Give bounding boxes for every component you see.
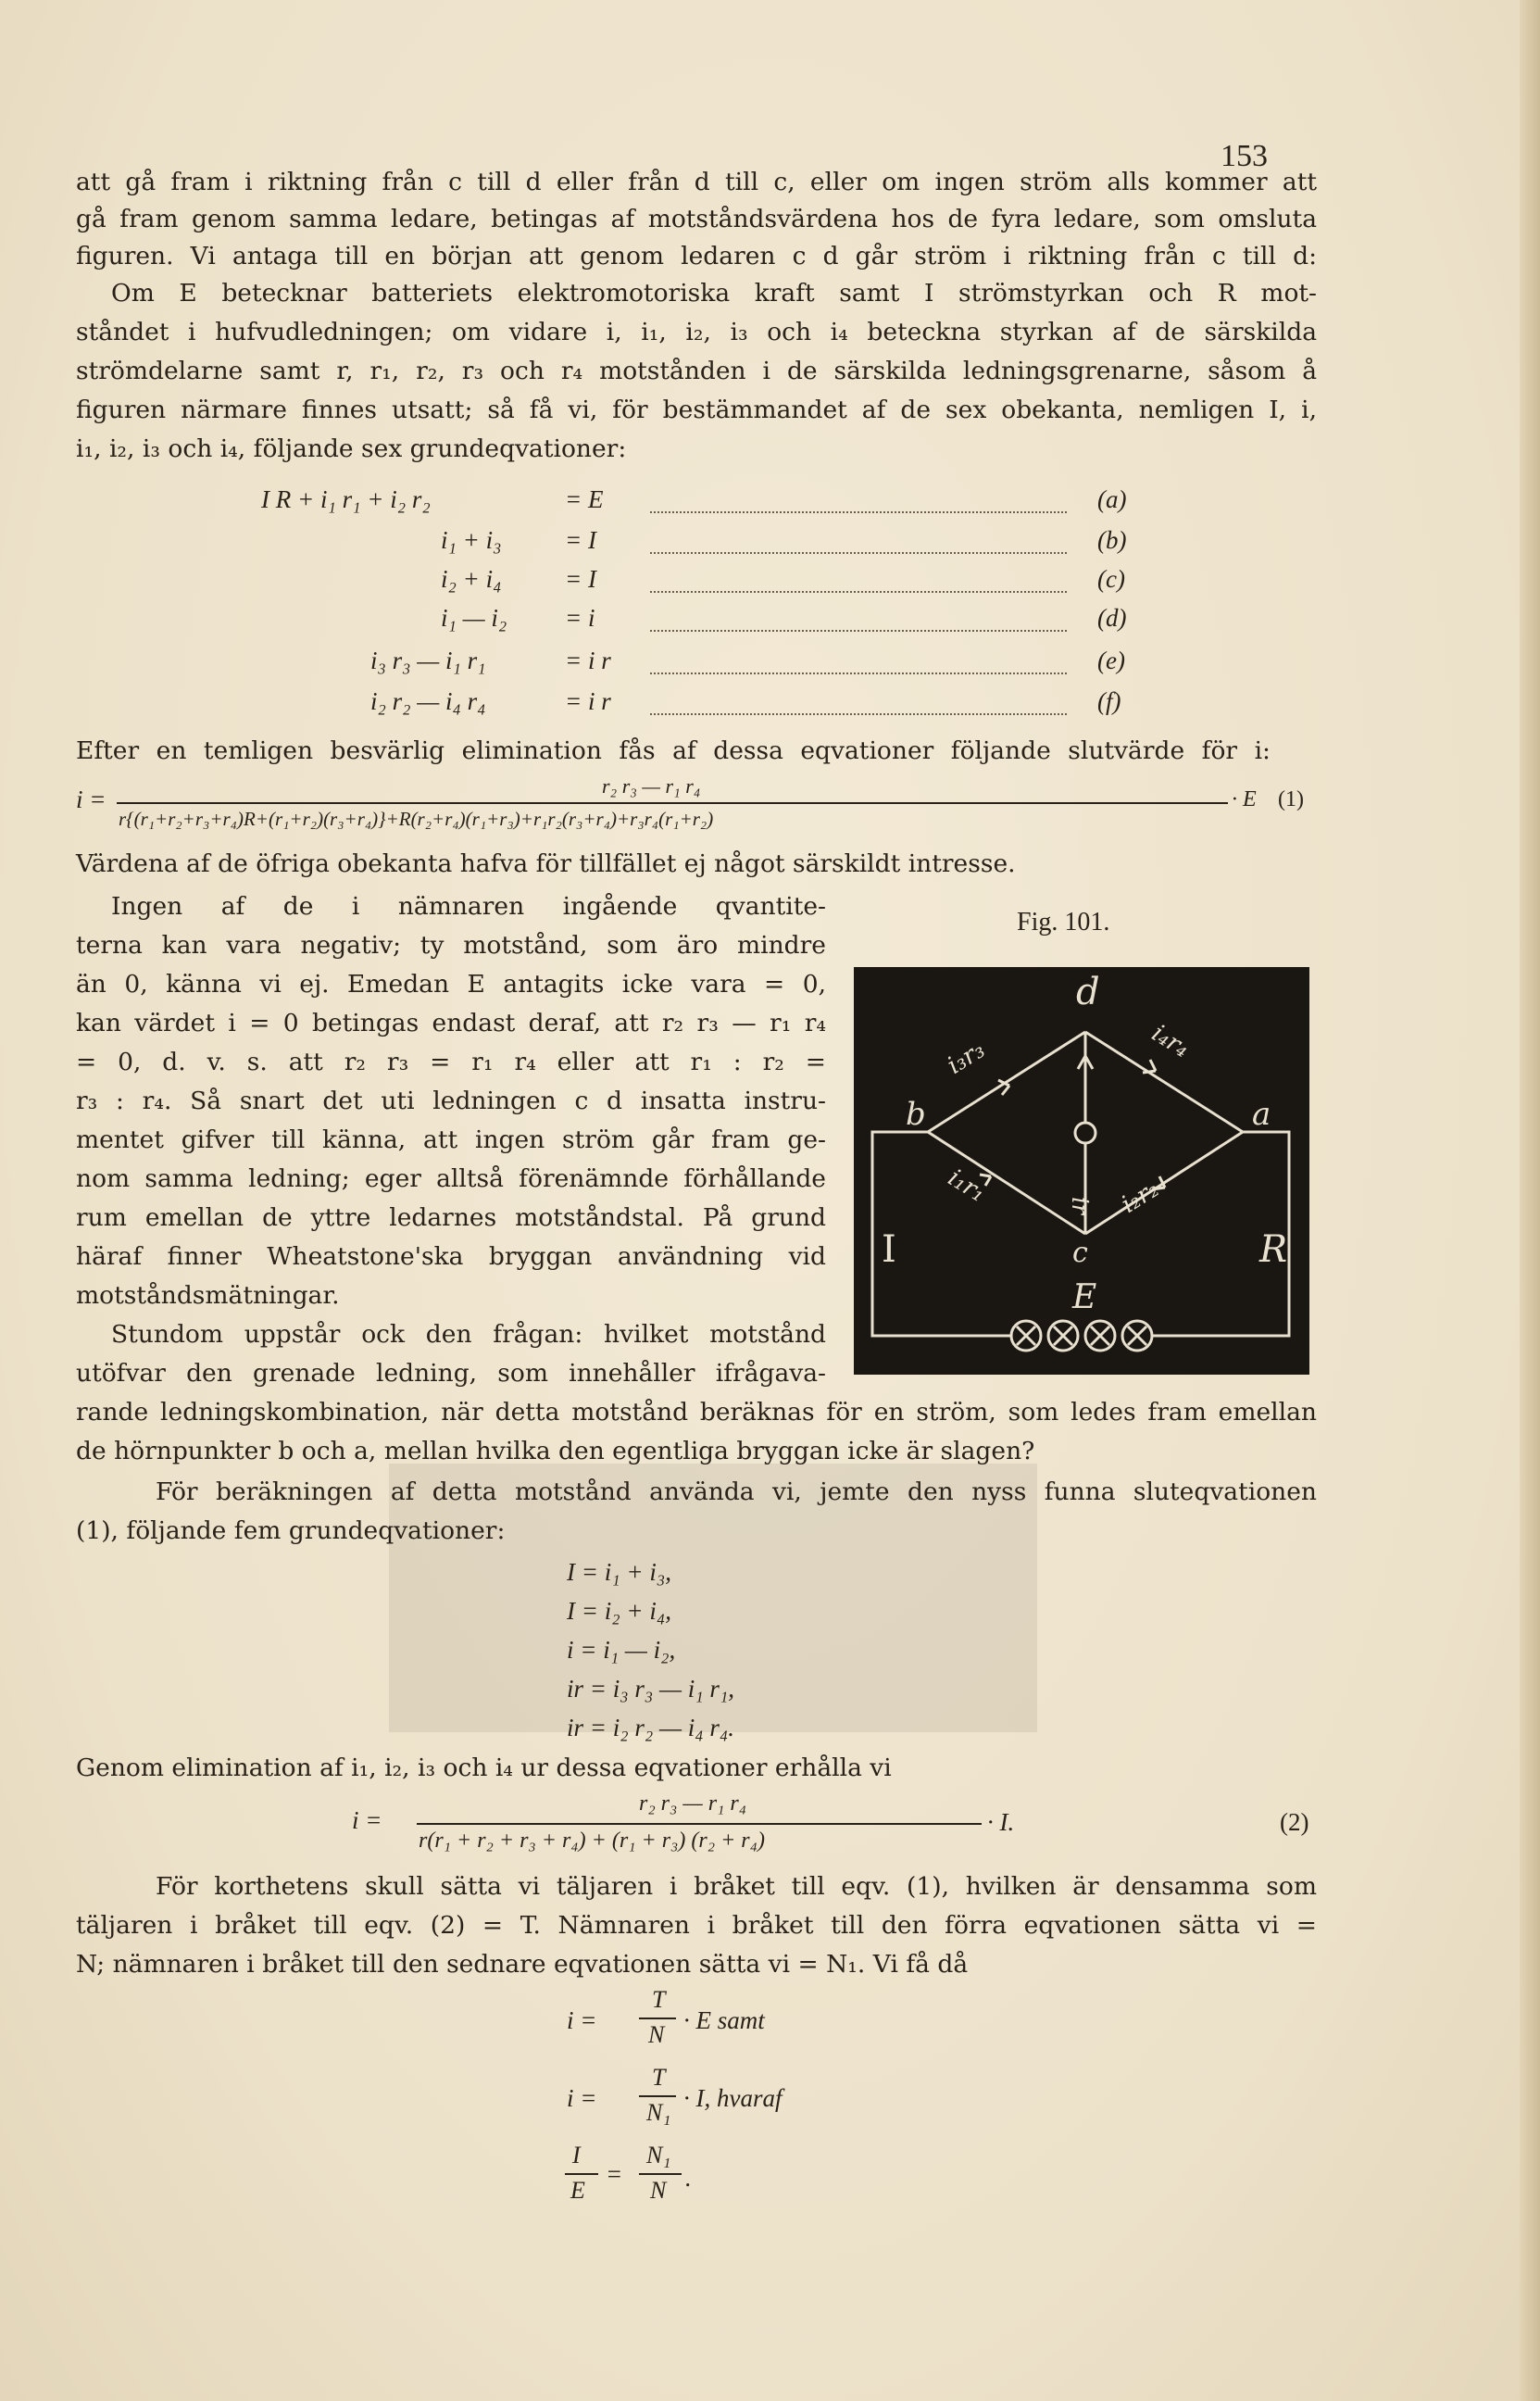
equation-rhs: = i r: [565, 687, 611, 715]
formula1-label: (1): [1278, 787, 1304, 811]
equation-label: (f): [1097, 687, 1121, 715]
equation-label: (a): [1097, 485, 1127, 513]
equation-lhs: i₃ r₃ — i₁ r₁: [370, 647, 486, 674]
formula2-denominator: r(r₁ + r₂ + r₃ + r₄) + (r₁ + r₃) (r₂ + r₄): [419, 1829, 765, 1853]
equation-lhs: i₁ — i₂: [441, 604, 507, 632]
text-line: Ingen af de i nämnaren ingående qvantite-: [111, 892, 826, 921]
equation-label: (b): [1097, 526, 1127, 554]
formula1-denominator: r{(r₁+r₂+r₃+r₄)R+(r₁+r₂)(r₃+r₄)}+R(r₂+r₄)(r₁+r₃)+r₁r₂(r₃+r₄)+r₃r₄(r₁+r₂): [119, 808, 714, 830]
text-line: täljaren i bråket till eqv. (2) = T. Nämnaren i bråket till den förra eqvationen sätta vi =: [76, 1911, 1317, 1940]
equation-rhs: = E: [565, 485, 604, 513]
text-line: nom samma ledning; eger alltså förenämnde förhållande: [76, 1164, 826, 1193]
text-line: rum emellan de yttre ledarnes motståndstal. På grund: [76, 1203, 826, 1232]
equation2: ir = i₃ r₃ — i₁ r₁,: [567, 1675, 735, 1703]
equation-label: (e): [1097, 647, 1125, 674]
formula1-suffix: · E: [1232, 787, 1257, 811]
final-eq-den: N₁: [646, 2099, 671, 2126]
formula2-lhs: i =: [352, 1806, 382, 1834]
equation2: ir = i₂ r₂ — i₄ r₄.: [567, 1714, 735, 1741]
final-eq-bar: [565, 2173, 598, 2175]
leader-dots: [650, 511, 1067, 513]
formula2-suffix: · I.: [987, 1808, 1015, 1836]
label-a: a: [1252, 1096, 1271, 1133]
text-line: rande ledningskombination, när detta motstånd beräknas för en ström, som ledes fram emellan: [76, 1398, 1317, 1427]
label-c: c: [1072, 1237, 1088, 1269]
text-line: figuren. Vi antaga till en början att genom ledaren c d går ström i riktning från c till d:: [76, 242, 1317, 270]
text-line: Om E betecknar batteriets elektromotoriska kraft samt I strömstyrkan och R mot-: [111, 279, 1317, 308]
text-line: utöfvar den grenade ledning, som innehåller ifrågava-: [76, 1359, 826, 1388]
final-eq-bar: [639, 2173, 682, 2175]
page-number: 153: [1221, 139, 1268, 173]
text-line: gå fram genom samma ledare, betingas af motståndsvärdena hos de fyra ledare, som omsluta: [76, 205, 1317, 233]
formula1-numerator: r₂ r₃ — r₁ r₄: [602, 774, 701, 798]
label-I: I: [882, 1228, 896, 1271]
label-i4r4: i₄r₄: [1146, 1019, 1195, 1063]
equation-label: (c): [1097, 565, 1125, 593]
text-line: att gå fram i riktning från c till d eller från d till c, eller om ingen ström alls kommer att: [76, 168, 1317, 196]
leader-dots: [650, 552, 1067, 554]
label-b: b: [906, 1096, 926, 1133]
formula2-label: (2): [1280, 1808, 1309, 1836]
equation-lhs: i₂ r₂ — i₄ r₄: [370, 687, 486, 715]
final-eq-lhs: i =: [567, 2006, 597, 2034]
leader-dots: [650, 630, 1067, 632]
final-eq-rest: .: [685, 2164, 692, 2192]
final-eq-rest: · E samt: [683, 2006, 765, 2034]
equation2: I = i₂ + i₄,: [567, 1597, 671, 1625]
label-i3r3: i₃r₃: [942, 1036, 990, 1080]
label-R: R: [1259, 1228, 1288, 1271]
label-E: E: [1072, 1278, 1097, 1316]
text-line: Genom elimination af i₁, i₂, i₃ och i₄ ur dessa eqvationer erhålla vi: [76, 1754, 892, 1782]
equation-label: (d): [1097, 604, 1127, 632]
equation-rhs: = I: [565, 526, 596, 554]
equation-rhs: = i r: [565, 647, 611, 674]
text-line: ståndet i hufvudledningen; om vidare i, i₁, i₂, i₃ och i₄ beteckna styrkan af de särskilda: [76, 318, 1317, 346]
equation-lhs: I R + i₁ r₁ + i₂ r₂: [261, 485, 431, 513]
leader-dots: [650, 713, 1067, 715]
final-eq-lhs-num: I: [572, 2142, 581, 2168]
equation2: i = i₁ — i₂,: [567, 1636, 676, 1664]
equation-rhs: = I: [565, 565, 596, 593]
figure-caption: Fig. 101.: [1017, 908, 1110, 937]
text-line: Värdena af de öfriga obekanta hafva för tillfället ej något särskildt intresse.: [76, 849, 1016, 878]
final-eq-lhs-den: E: [570, 2177, 585, 2204]
text-line: häraf finner Wheatstone'ska bryggan användning vid: [76, 1242, 826, 1271]
text-line: Efter en temligen besvärlig elimination fås af dessa eqvationer följande slutvärde för i:: [76, 736, 1271, 765]
formula1-lhs: i =: [76, 786, 106, 813]
final-eq-num: T: [652, 1986, 666, 2013]
final-eq-den: N: [650, 2177, 667, 2204]
equation-lhs: i₁ + i₃: [441, 526, 502, 554]
label-i1r1: i₁r₁: [943, 1163, 991, 1208]
text-line: N; nämnaren i bråket till den sednare eqvationen sätta vi = N₁. Vi få då: [76, 1950, 969, 1979]
wheatstone-bridge-figure: [854, 967, 1309, 1375]
label-d: d: [1076, 971, 1100, 1013]
final-eq-bar: [639, 2018, 676, 2019]
text-line: än 0, känna vi ej. Emedan E antagits icke vara = 0,: [76, 970, 826, 999]
formula2-fraction-bar: [417, 1823, 982, 1825]
final-eq-rest: · I, hvaraf: [683, 2084, 783, 2112]
text-line: mentet gifver till känna, att ingen ström går fram ge-: [76, 1125, 826, 1154]
text-line: strömdelarne samt r, r₁, r₂, r₃ och r₄ motstånden i de särskilda ledningsgrenarne, såsom å: [76, 357, 1317, 385]
leader-dots: [650, 591, 1067, 593]
final-eq-equals: =: [606, 2160, 623, 2188]
text-line: Stundom uppstår ock den frågan: hvilket motstånd: [111, 1320, 826, 1349]
text-line: För beräkningen af detta motstånd använda vi, jemte den nyss funna sluteqvationen: [156, 1477, 1317, 1506]
text-line: motståndsmätningar.: [76, 1281, 340, 1310]
final-eq-den: N: [648, 2021, 665, 2048]
text-line: kan värdet i = 0 betingas endast deraf, att r₂ r₃ — r₁ r₄: [76, 1009, 826, 1037]
page-edge: [1520, 0, 1540, 2401]
label-ir: ir: [1067, 1197, 1093, 1215]
final-eq-num: N₁: [646, 2142, 671, 2168]
text-line: figuren närmare finnes utsatt; så få vi, för bestämmandet af de sex obekanta, nemligen I, i,: [76, 396, 1317, 424]
final-eq-bar: [639, 2095, 676, 2097]
equation-rhs: = i: [565, 604, 595, 632]
label-i2r2: i₂r₂: [1116, 1175, 1164, 1219]
text-line: För korthetens skull sätta vi täljaren i bråket till eqv. (1), hvilken är densamma som: [156, 1872, 1317, 1901]
text-line: = 0, d. v. s. att r₂ r₃ = r₁ r₄ eller att r₁ : r₂ =: [76, 1048, 826, 1076]
text-line: terna kan vara negativ; ty motstånd, som äro mindre: [76, 931, 826, 960]
equation2: I = i₁ + i₃,: [567, 1558, 671, 1586]
text-line: de hörnpunkter b och a, mellan hvilka den egentliga bryggan icke är slagen?: [76, 1437, 1035, 1465]
formula1-fraction-bar: [117, 802, 1228, 804]
leader-dots: [650, 673, 1067, 674]
final-eq-num: T: [652, 2064, 666, 2091]
equation-lhs: i₂ + i₄: [441, 565, 502, 593]
final-eq-lhs: i =: [567, 2084, 597, 2112]
formula2-numerator: r₂ r₃ — r₁ r₄: [639, 1791, 747, 1816]
text-line: i₁, i₂, i₃ och i₄, följande sex grundeqvationer:: [76, 434, 627, 463]
text-line: r₃ : r₄. Så snart det uti ledningen c d insatta instru-: [76, 1087, 826, 1115]
text-line: (1), följande fem grundeqvationer:: [76, 1516, 506, 1545]
